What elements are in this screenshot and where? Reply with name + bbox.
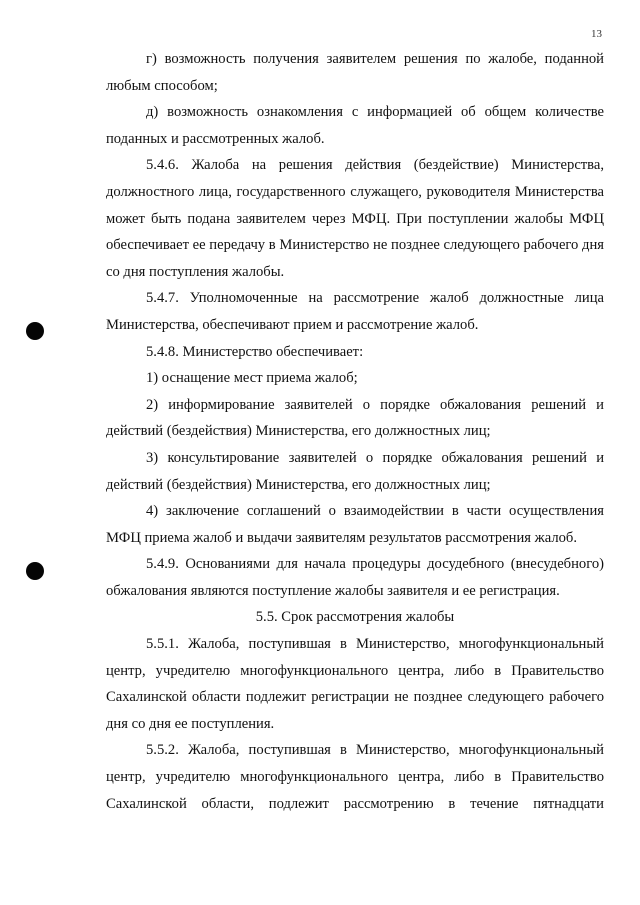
- punch-hole-mark: [26, 562, 44, 580]
- list-item-2: 2) информирование заявителей о порядке обжалования решений и действий (бездействия) Министерства, его должностных лиц;: [106, 396, 604, 440]
- section-heading: 5.5. Срок рассмотрения жалобы: [255, 609, 455, 626]
- punch-hole-mark: [26, 322, 44, 340]
- list-item-4: 4) заключение соглашений о взаимодействии в части осуществления МФЦ приема жалоб и выдачи заявителям результатов рассмотрения жалоб.: [106, 503, 604, 546]
- paragraph-5-4-9: 5.4.9. Основаниями для начала процедуры досудебного (внесудебного) обжалования являются поступление жалобы заявителя и ее регистрация.: [106, 556, 604, 599]
- paragraph-item-g: г) возможность получения заявителем решения по жалобе, поданной любым способом;: [106, 51, 604, 94]
- page-number: 13: [591, 28, 602, 40]
- list-item-3: 3) консультирование заявителей о порядке обжалования решений и действий (бездействия) Министерства, его должностных лиц;: [106, 449, 604, 493]
- paragraph-5-4-6: 5.4.6. Жалоба на решения действия (бездействие) Министерства, должностного лица, государственного служащего, руководителя Министерства может быть подана заявителем через МФЦ. При поступлении жалобы МФЦ обеспечивает ее передачу в Министерство не позднее следующего рабочего дня со дня поступления жалобы.: [106, 157, 604, 280]
- document-body: [106, 46, 604, 817]
- paragraph-5-5-1: 5.5.1. Жалоба, поступившая в Министерство, многофункциональный центр, учредителю многофункционального центра, либо в Правительство Сахалинской области подлежит регистрации не позднее следующего рабочего дня со дня ее поступления.: [106, 636, 604, 732]
- paragraph-5-4-8: 5.4.8. Министерство обеспечивает:: [146, 343, 364, 360]
- list-item-1: 1) оснащение мест приема жалоб;: [146, 370, 358, 387]
- paragraph-5-4-7: 5.4.7. Уполномоченные на рассмотрение жалоб должностные лица Министерства, обеспечивают прием и рассмотрение жалоб.: [106, 290, 604, 333]
- paragraph-5-5-2: 5.5.2. Жалоба, поступившая в Министерство, многофункциональный центр, учредителю многофункционального центра, либо в Правительство Сахалинской области, подлежит рассмотрению в течение пятнадцати: [106, 742, 604, 812]
- paragraph-item-d: д) возможность ознакомления с информацией об общем количестве поданных и рассмотренных жалоб.: [106, 104, 604, 147]
